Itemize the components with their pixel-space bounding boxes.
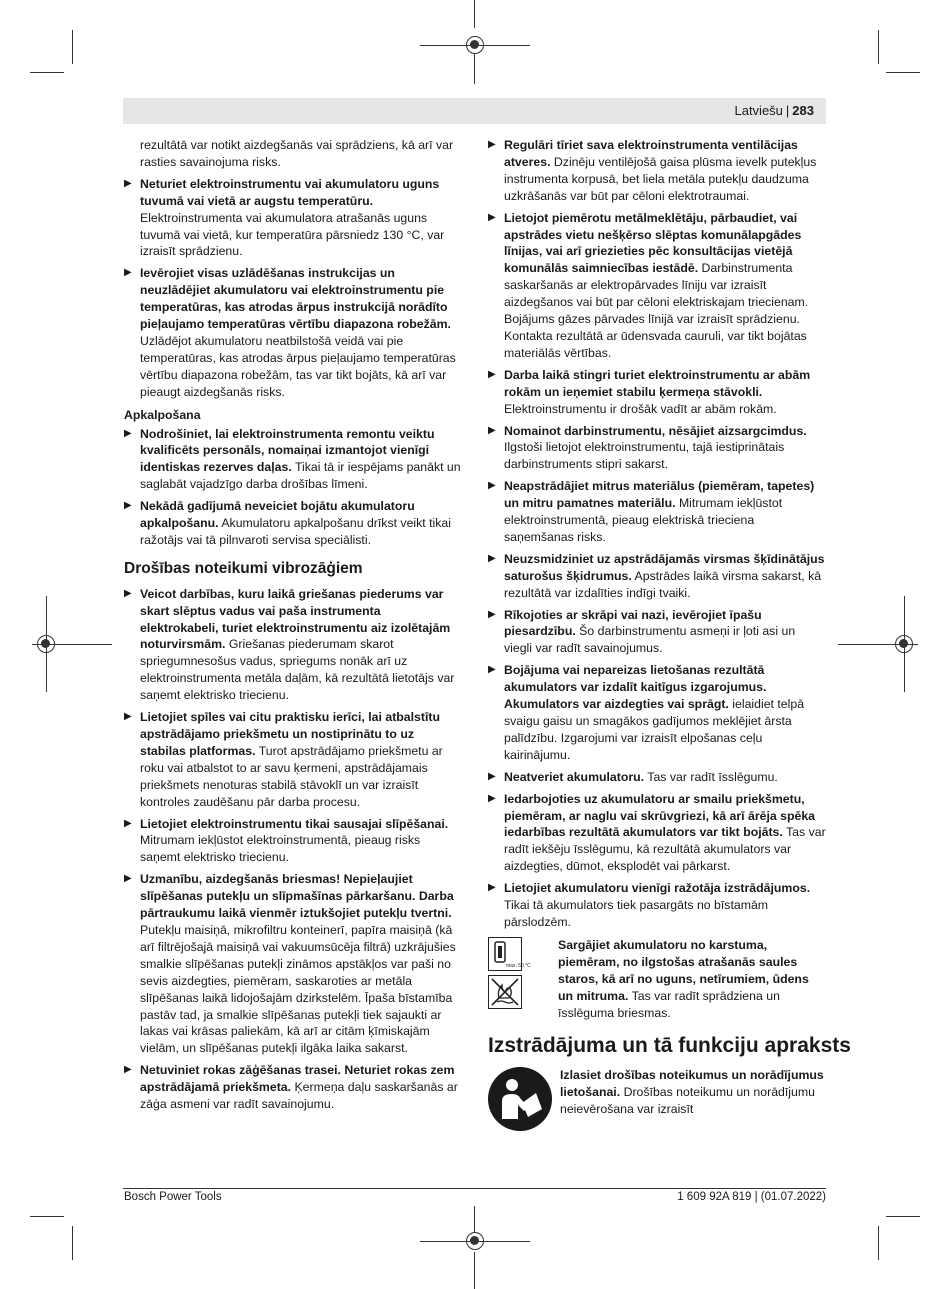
triangle-bullet-icon: ▶ — [124, 817, 132, 829]
warning-text: Sargājiet akumulatoru no karstuma, piemēram, no ilgstošas atrašanās saules staros, kā arī no uguns, netīrumiem, ūdens un mitruma. Tas var radīt sprādziena un īsslēguma briesmas. — [558, 937, 809, 1020]
list-item: ▶ Neapstrādājiet mitrus materiālus (piemēram, tapetes) un mitru pamatnes materiālu. Mitrumam iekļūstot elektroinstrumentā, pieaug elektriskā trieciena saņemšanas risks. — [488, 479, 815, 544]
crop-mark — [886, 1216, 920, 1217]
triangle-bullet-icon: ▶ — [488, 770, 496, 782]
triangle-bullet-icon: ▶ — [488, 882, 496, 894]
list-item: ▶ Rīkojoties ar skrāpi vai nazi, ievērojiet īpašu piesardzību. Šo darbinstrumentu asmeņi ir ļoti asi un viegli var radīt savainojumus. — [488, 607, 796, 656]
crop-mark — [30, 1216, 64, 1217]
list-item: ▶ Darba laikā stingri turiet elektroinstrumentu ar abām rokām un ieņemiet stabilu ķermeņa stāvokli. Elektroinstrumentu ir drošāk vadīt ar abām rokām. — [488, 367, 811, 416]
triangle-bullet-icon: ▶ — [124, 427, 132, 439]
list-item: ▶ Lietojiet akumulatoru vienīgi ražotāja izstrādājumos. Tikai tā akumulators tiek pasargāts no bīstamām pārslodzēm. — [488, 881, 811, 929]
list-item: ▶ Neatveriet akumulatoru. Tas var radīt īsslēgumu. — [488, 769, 778, 784]
crop-mark — [474, 1252, 475, 1289]
crop-mark — [32, 644, 112, 645]
triangle-bullet-icon: ▶ — [124, 587, 132, 599]
triangle-bullet-icon: ▶ — [124, 711, 132, 723]
triangle-bullet-icon: ▶ — [488, 424, 496, 436]
read-instructions-block — [488, 1067, 826, 1131]
triangle-bullet-icon: ▶ — [488, 480, 496, 492]
list-item: ▶ Netuviniet rokas zāģēšanas trasei. Neturiet rokas zem apstrādājamā priekšmeta. Ķermeņa daļu saskaršanās ar zāģa asmeni var radīt savainojumu. — [124, 1063, 458, 1112]
temp-icon-label: max. 50 °C — [506, 962, 531, 969]
page-number: 283 — [792, 103, 814, 118]
list-item: ▶ Nodrošiniet, lai elektroinstrumenta remontu veiktu kvalificēts personāls, nomaiņai izmantojot vienīgi identiskas rezerves daļas. Tikai tā ir iespējams panākt un saglabāt vajadzīgo darba drošības līmeni. — [124, 426, 461, 492]
footer-rule — [123, 1188, 826, 1189]
list-item: ▶ Regulāri tīriet sava elektroinstrumenta ventilācijas atveres. Dzinēju ventilējošā gaisa plūsma ievelk putekļus instrumenta korpusā, bet liela metāla putekļu daudzuma uzkrāšanās var būt par cēloni elektrotraumai. — [488, 138, 817, 203]
crop-mark — [878, 30, 879, 64]
header-language: Latviešu — [734, 103, 783, 118]
list-item: ▶ Lietojot piemērotu metālmeklētāju, pārbaudiet, vai apstrādes vietu nešķērso slēptas komunālapgādes līnijas, vai arī griezieties pēc konsultācijas vietējā komunālās saimniecības iestādē. Darbinstrumenta saskaršanās ar elektropārvades līniju var izraisīt aizdegšanos vai būt par cēloni elektriskajam triecienam. Bojājums gāzes pārvades līnijā var izraisīt sprādzienu. Kontakta rezultātā ar ūdensvada cauruli, var tikt bojātas materiālās vērtības. — [488, 210, 809, 360]
bullet-list — [124, 426, 462, 549]
triangle-bullet-icon: ▶ — [488, 139, 496, 150]
triangle-bullet-icon: ▶ — [124, 500, 132, 512]
list-item: ▶ Nekādā gadījumā neveiciet bojātu akumulatoru apkalpošanu. Akumulatoru apkalpošanu drīkst veikt tikai ražotājs vai tā pilnvaroti servisa speciālisti. — [124, 499, 451, 547]
list-item: ▶ Neuzsmidziniet uz apstrādājamās virsmas šķīdinātājus saturošus šķidrumus. Apstrādes laikā virsma sakarst, kā rezultātā var izdalīties indīgi tvaiki. — [488, 551, 825, 600]
triangle-bullet-icon: ▶ — [124, 267, 132, 279]
page-header: Latviešu | 283 — [734, 103, 814, 118]
section-title: Drošības noteikumi vibrozāģiem — [124, 559, 363, 577]
triangle-bullet-icon: ▶ — [488, 664, 496, 676]
no-fire-water-icon — [488, 975, 522, 1009]
list-item: ▶ Lietojiet elektroinstrumentu tikai sausajai slīpēšanai. Mitrumam iekļūstot elektroinstrumentā, pieaug risks saņemt elektrisko triecienu. — [124, 816, 449, 865]
crop-mark — [878, 1226, 879, 1260]
crop-mark — [886, 72, 920, 73]
crop-mark — [420, 1241, 530, 1242]
crop-mark — [474, 1206, 475, 1232]
triangle-bullet-icon: ▶ — [488, 211, 496, 223]
crop-mark — [474, 0, 475, 28]
read-instructions-text: Izlasiet drošības noteikumus un norādījumus lietošanai. Drošības noteikumu un norādījumu neievērošana var izraisīt — [560, 1068, 824, 1117]
crop-mark — [838, 644, 918, 645]
bullet-list — [488, 137, 826, 931]
list-item: ▶ Uzmanību, aizdegšanās briesmas! Nepieļaujiet slīpēšanas putekļu un slīpmašīnas pārkaršanu. Darba pārtraukumu laikā vienmēr iztukšojiet putekļu tvertni. Putekļu maisiņā, mikrofiltru konteinerī, papīra maisiņā (kā arī filtrējošajā maisiņā vai vakuumsūcēja filtrā) uzkrājušies smalkie slīpēšanas putekļi zināmos apstākļos var paši no sevis aizdegties, piemēram, saskaroties ar metāla slīpēšanas laikā lidojošajām dzirkstelēm. Īpaša bīstamība pastāv tad, ja smalkie slīpēšanas putekļi tiek sajaukti ar lakas vai krāsas paliekām, kā arī ar citām ķīmiskajām vielām, un slīpēšanas putekļi ilgāka laika sakarst. — [124, 872, 456, 1056]
triangle-bullet-icon: ▶ — [488, 552, 496, 564]
warning-block — [488, 937, 826, 1022]
page-header-bar — [123, 98, 826, 124]
intro-text: rezultātā var notikt aizdegšanās vai sprādziens, kā arī var rasties savainojuma risks. — [140, 138, 454, 169]
triangle-bullet-icon: ▶ — [124, 177, 132, 189]
list-item: ▶ Ievērojiet visas uzlādēšanas instrukcijas un neuzlādējiet akumulatoru vai elektroinstrumentu pie temperatūras, kas atrodas ārpus instrukcijā norādīto pieļaujamo temperatūras vērtību diapazona robežām. Uzlādējot akumulatoru neatbilstošā veidā vai pie temperatūras, kas atrodas ārpus pieļaujamo temperatūras vērtību diapazona robežām, tas var tikt bojāts, kā arī var pieaugt aizdegšanās risks. — [124, 266, 456, 399]
triangle-bullet-icon: ▶ — [124, 873, 132, 885]
left-column — [124, 137, 462, 1118]
crop-mark — [30, 72, 64, 73]
list-item: ▶ Veicot darbības, kuru laikā griešanas piederums var skart slēptus vadus vai paša instrumenta elektrokabeli, turiet elektroinstrumentu aiz izolētajām noturvirsmām. Griešanas piederumam skarot spriegumnesošus vadus, spriegums nonāk arī uz elektroinstrumenta metāla daļām, kā rezultātā lietotājs var saņemt elektrisko triecienu. — [124, 586, 455, 703]
bullet-list — [124, 176, 462, 401]
crop-mark — [420, 45, 530, 46]
read-manual-icon — [488, 1067, 552, 1131]
bullet-list — [124, 586, 462, 1113]
triangle-bullet-icon: ▶ — [488, 792, 496, 804]
list-item: ▶ Lietojiet spīles vai citu praktisku ierīci, lai atbalstītu apstrādājamo priekšmetu un nostiprinātu to uz stabilas platformas. Turot apstrādājamo priekšmetu ar roku vai atbalstot to ar savu ķermeni, apstrādājamais priekšmets nenoturas stabilā stāvoklī un var izraisīt kontroles zaudēšanu pār darba procesu. — [124, 710, 443, 809]
product-description-title: Izstrādājuma un tā funkciju apraksts — [488, 1034, 851, 1058]
footer-brand: Bosch Power Tools — [124, 1191, 222, 1203]
crop-mark — [72, 1226, 73, 1260]
right-column — [488, 137, 851, 1131]
triangle-bullet-icon: ▶ — [124, 1064, 132, 1076]
list-item: ▶ Bojājuma vai nepareizas lietošanas rezultātā akumulators var izdalīt kaitīgus izgarojumus. Akumulators var aizdegties vai sprāgt. ielaidiet telpā svaigu gaisu un smagākos gadījumos meklējiet ārsta palīdzību. Izgarojumi var izraisīt elpošanas ceļu kairinājumu. — [488, 663, 805, 762]
list-item: ▶ Iedarbojoties uz akumulatoru ar smailu priekšmetu, piemēram, ar naglu vai skrūvgriezi, kā arī ārēja spēka iedarbības rezultātā akumulators var tikt bojāts. Tas var radīt iekšēju īsslēgumu, kā rezultātā akumulators var aizdegties, dūmot, eksplodēt vai pārkarst. — [488, 791, 826, 874]
crop-mark — [474, 54, 475, 84]
triangle-bullet-icon: ▶ — [488, 608, 496, 620]
footer-docnumber: 1 609 92A 819 | (01.07.2022) — [677, 1191, 826, 1203]
subheading-service: Apkalpošana — [124, 407, 201, 422]
list-item: ▶ Nomainot darbinstrumentu, nēsājiet aizsargcimdus. Ilgstoši lietojot elektroinstrumentu, tajā iestiprinātais darbinstruments stipri sakarst. — [488, 423, 807, 472]
triangle-bullet-icon: ▶ — [488, 368, 496, 380]
temperature-warning-icon — [488, 937, 531, 971]
list-item: ▶ Neturiet elektroinstrumentu vai akumulatoru uguns tuvumā vai vietā ar augstu temperatūru. Elektroinstrumenta vai akumulatora atrašanās uguns tuvumā vai vietā, kur temperatūra pārsniedz 130 °C, var izraisīt sprādzienu. — [124, 176, 445, 259]
crop-mark — [72, 30, 73, 64]
